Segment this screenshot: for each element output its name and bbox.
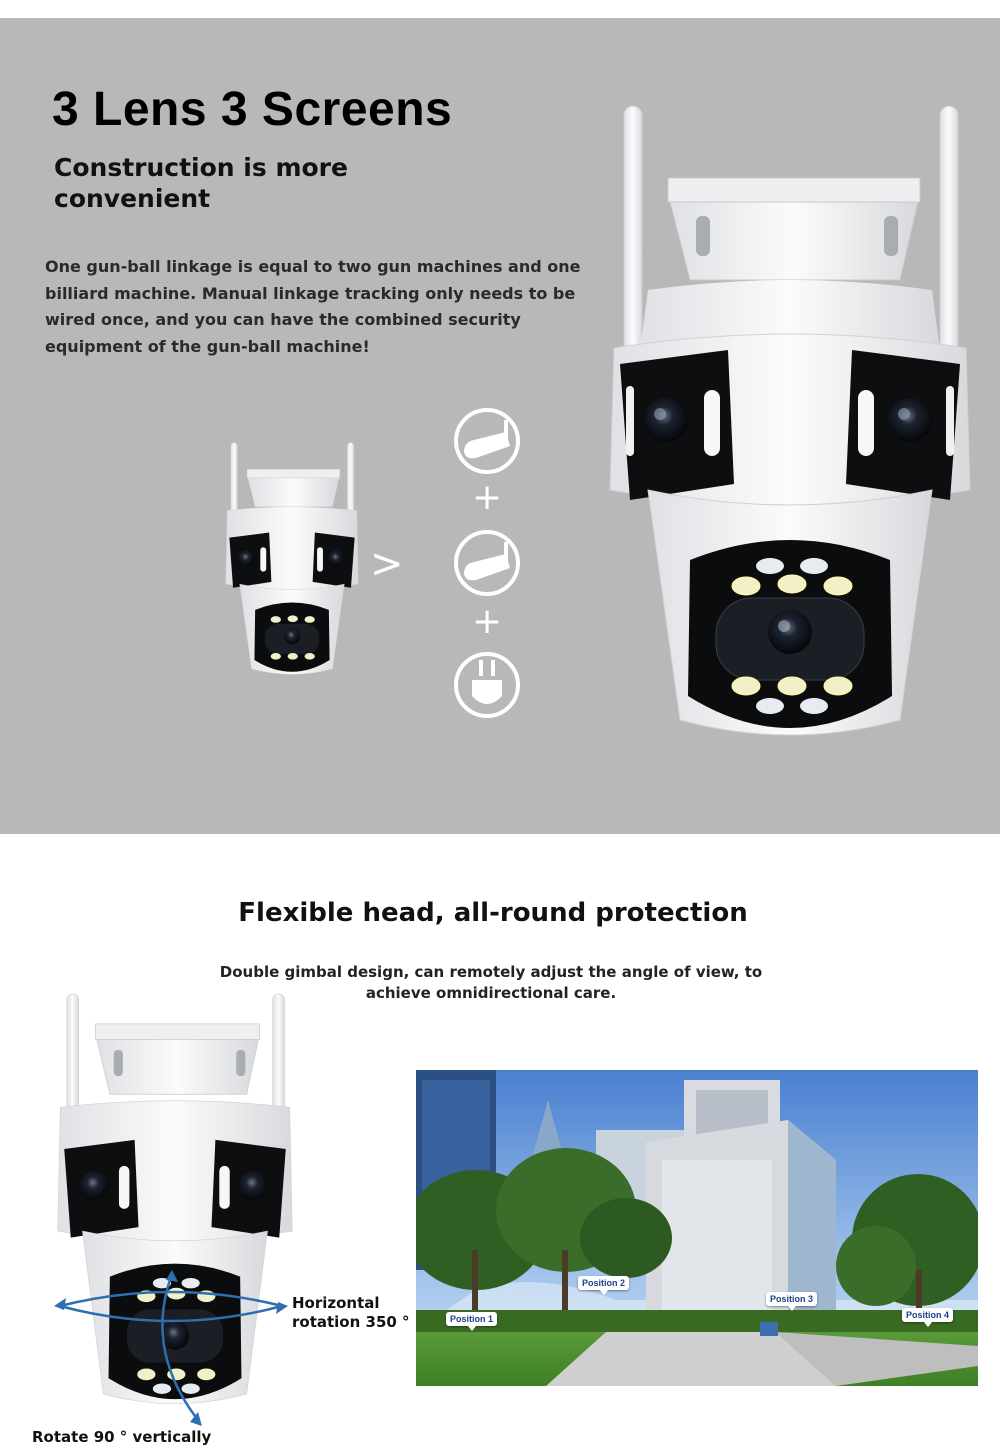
dome-camera-icon — [452, 650, 522, 720]
position-3-tag: Position 3 — [766, 1292, 817, 1306]
position-2-tag: Position 2 — [578, 1276, 629, 1290]
bullet-camera-icon — [452, 406, 522, 476]
plus-symbol: + — [472, 477, 503, 518]
campus-scene-photo — [416, 1070, 978, 1386]
vertical-rotation-arrow-icon — [150, 1270, 210, 1430]
greater-than-symbol: > — [370, 541, 404, 587]
hero-description: One gun-ball linkage is equal to two gun machines and one billiard machine. Manual linkage tracking only needs to be wired once, and you can have the combined security equipment of the gun-ball machine! — [45, 257, 581, 356]
position-4-tag: Position 4 — [902, 1308, 953, 1322]
vertical-rotation-label: Rotate 90 ° vertically — [32, 1428, 212, 1446]
plus-symbol: + — [472, 601, 503, 642]
feature-description: Double gimbal design, can remotely adjust the angle of view, to achieve omnidirectional care. — [219, 963, 763, 1002]
hero-title: 3 Lens 3 Screens — [52, 83, 453, 136]
feature-title: Flexible head, all-round protection — [238, 898, 748, 928]
horizontal-rotation-label: Horizontal rotation 350 ° — [292, 1294, 410, 1331]
hero-subtitle: Construction is more convenient — [54, 153, 348, 213]
bullet-camera-icon — [452, 528, 522, 598]
position-1-tag: Position 1 — [446, 1312, 497, 1326]
small-camera-image — [222, 434, 362, 690]
large-camera-image — [600, 100, 980, 760]
